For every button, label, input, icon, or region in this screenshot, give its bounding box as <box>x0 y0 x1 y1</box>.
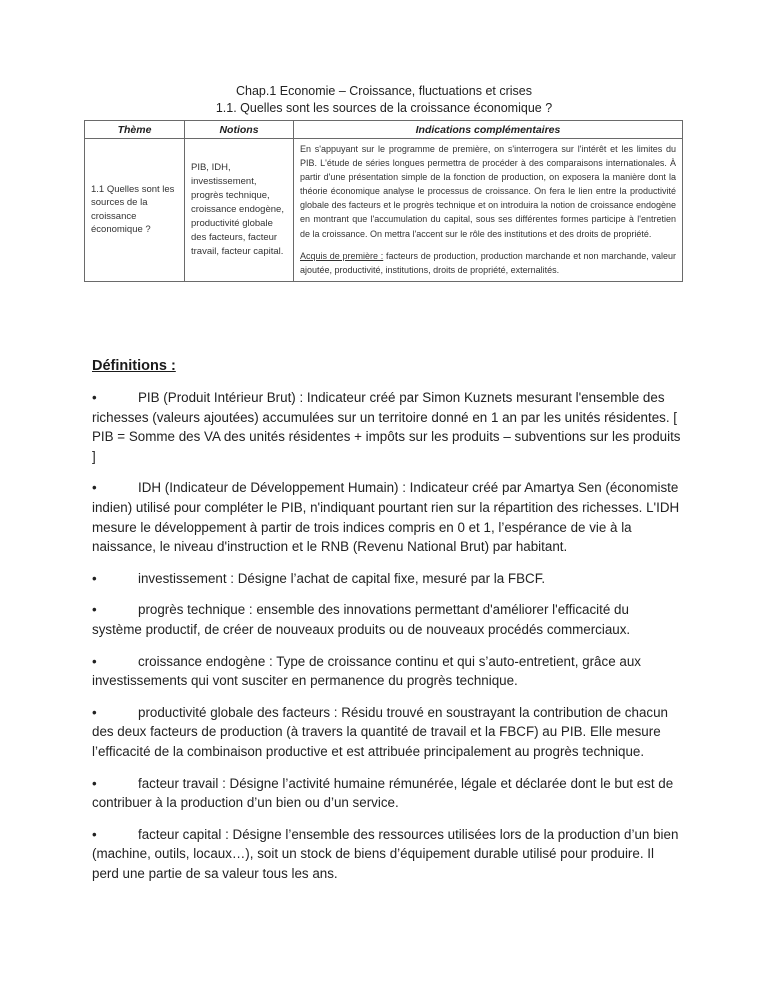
bullet-icon: • <box>92 480 97 496</box>
chapter-title: Chap.1 Economie – Croissance, fluctuations et crises <box>236 84 532 98</box>
definition-item-facteur-capital <box>92 825 682 884</box>
indications-cell <box>294 139 683 282</box>
definition-item-croissance-endogene <box>92 652 682 691</box>
acquis-label: Acquis de première : <box>300 250 384 261</box>
bullet-icon: • <box>92 653 97 669</box>
indications-text: En s'appuyant sur le programme de première, on s'interrogera sur l'intérêt et les limites du PIB. L'étude de séries longues permettra de procéder à des comparaisons internationales. À partir d'une présentation simple de la fonction de production, on exposera la manière dont la théorie économique analyse le processus de croissance. On fera le lien entre la productivité globale des facteurs et le progrès technique et on introduira la notion de croissance endogène en montrant que l'accumulation du capital, sous ses différentes formes participe à l'entretien de la croissance. On mettra l'accent sur le rôle des institutions et des droits de propriété. <box>300 144 676 239</box>
column-header-theme: Thème <box>85 121 185 139</box>
bullet-icon: • <box>92 775 97 791</box>
column-header-indications: Indications complémentaires <box>294 121 683 139</box>
definition-text: facteur travail : Désigne l’activité humaine rémunérée, légale et déclarée dont le but est de contribuer à la production d’un bien ou d’un service. <box>92 775 674 811</box>
table-row <box>85 139 683 282</box>
bullet-icon: • <box>92 704 97 720</box>
theme-cell: 1.1 Quelles sont les sources de la croissance économique ? <box>85 139 185 282</box>
definition-item-investissement <box>92 569 682 589</box>
bullet-icon: • <box>92 390 97 405</box>
definition-item-pgf <box>92 703 682 762</box>
section-title: 1.1. Quelles sont les sources de la croissance économique ? <box>215 101 553 115</box>
definition-item-progres-technique <box>92 600 682 639</box>
definition-text: facteur capital : Désigne l’ensemble des ressources utilisées lors de la production d’un bien (machine, outils, locaux…), soit un stock de biens d’équipement durable utilisé pour produire. Il perd une partie de sa valeur tous les ans. <box>92 826 679 881</box>
bullet-icon: • <box>92 602 97 618</box>
bullet-icon: • <box>92 826 97 842</box>
document-title <box>0 83 768 117</box>
programme-table <box>84 120 683 282</box>
bullet-icon: • <box>92 570 97 586</box>
definition-text: croissance endogène : Type de croissance continu et qui s’auto-entretient, grâce aux investissements qui vont susciter en permanence du progrès technique. <box>92 653 641 689</box>
notions-cell: PIB, IDH, investissement, progrès technique, croissance endogène, productivité globale des facteurs, facteur travail, facteur capital. <box>185 139 294 282</box>
definition-text: productivité globale des facteurs : Résidu trouvé en soustrayant la contribution de chacun des deux facteurs de production (à travers la quantité de travail et la FBCF) au PIB. Elle mesure l’efficacité de la combinaison productive et est attribuée principalement au progrès technique. <box>92 704 668 759</box>
definition-item-facteur-travail <box>92 774 682 813</box>
definition-text: IDH (Indicateur de Développement Humain) : Indicateur créé par Amartya Sen (économiste indien) utilisé pour compléter le PIB, n'indiquant pourtant rien sur la répartition des richesses. L'IDH mesure le développement à partir de trois indices compris en 0 et 1, l’espérance de vie à la naissance, le niveau d'instruction et le RNB (Revenu National Brut) par habitant. <box>92 480 680 555</box>
definitions-heading: Définitions : <box>92 358 176 374</box>
definition-item-idh <box>92 478 682 556</box>
acquis-paragraph <box>300 249 676 277</box>
definition-text: PIB (Produit Intérieur Brut) : Indicateur créé par Simon Kuznets mesurant l'ensemble des richesses (valeurs ajoutées) accumulées sur un territoire donné en 1 an par les unités résidentes. [ PIB = Somme des VA des unités résidentes + impôts sur les produits – subventions sur les produits ] <box>92 390 681 464</box>
definition-text: progrès technique : ensemble des innovations permettant d'améliorer l'efficacité du système productif, de créer de nouveaux produits ou de nouveaux procédés commerciaux. <box>92 602 631 637</box>
table-header-row <box>85 121 683 139</box>
definition-item-pib <box>92 388 682 466</box>
column-header-notions: Notions <box>185 121 294 139</box>
acquis-text: facteurs de production, production marchande et non marchande, valeur ajoutée, productivité, institutions, droits de propriété, externalités. <box>300 250 676 275</box>
definitions-list <box>92 388 682 895</box>
definition-text: investissement : Désigne l’achat de capital fixe, mesuré par la FBCF. <box>138 570 546 586</box>
